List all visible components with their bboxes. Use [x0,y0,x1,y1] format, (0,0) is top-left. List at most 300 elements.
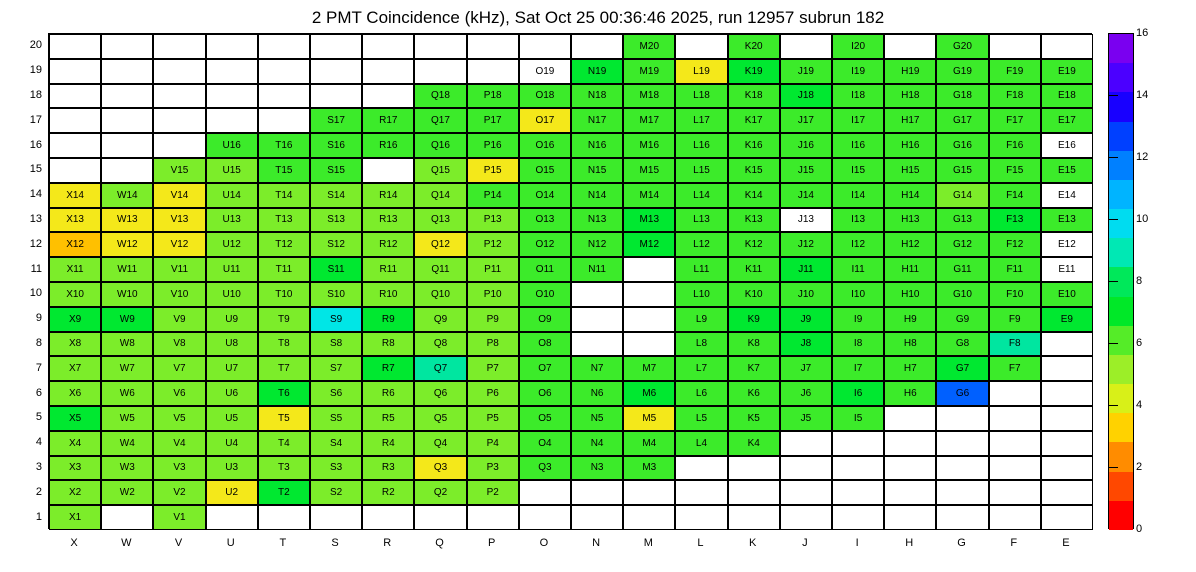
heatmap-cell-N12: N12 [571,232,623,257]
y-axis-label-9: 9 [35,312,42,325]
heatmap-cell-G13: G13 [936,208,988,233]
heatmap-cell-L9: L9 [675,307,727,332]
colorbar-segment-2 [1109,92,1133,122]
heatmap-cell-G20: G20 [936,34,988,59]
colorbar-tick-10: 10 [1136,213,1149,225]
heatmap-cell-V14: V14 [153,183,205,208]
x-axis-label-T: T [279,537,287,549]
heatmap-cell-empty-K3 [728,456,780,481]
heatmap-cell-V9: V9 [153,307,205,332]
heatmap-cell-W10: W10 [101,282,153,307]
x-axis-label-N: N [592,537,601,549]
heatmap-cell-W6: W6 [101,381,153,406]
heatmap-cell-U4: U4 [206,431,258,456]
heatmap-cell-H6: H6 [884,381,936,406]
heatmap-cell-J6: J6 [780,381,832,406]
x-axis-label-E: E [1062,537,1070,549]
x-axis-label-X: X [70,537,78,549]
heatmap-cell-empty-M11 [623,257,675,282]
heatmap-cell-empty-R20 [362,34,414,59]
heatmap-cell-Q14: Q14 [414,183,466,208]
heatmap-cell-empty-F1 [989,505,1041,530]
heatmap-cell-empty-Q19 [414,59,466,84]
heatmap-cell-empty-G5 [936,406,988,431]
heatmap-cell-L19: L19 [675,59,727,84]
heatmap-cell-K9: K9 [728,307,780,332]
heatmap-cell-T16: T16 [258,133,310,158]
colorbar-segment-1 [1109,63,1133,93]
heatmap-cell-empty-R1 [362,505,414,530]
heatmap-cell-empty-R19 [362,59,414,84]
heatmap-cell-M12: M12 [623,232,675,257]
heatmap-cell-Q4: Q4 [414,431,466,456]
colorbar-tick-mark-10 [1108,219,1118,220]
heatmap-cell-R2: R2 [362,480,414,505]
heatmap-cell-T2: T2 [258,480,310,505]
heatmap-cell-J5: J5 [780,406,832,431]
heatmap-cell-empty-J2 [780,480,832,505]
heatmap-cell-Q10: Q10 [414,282,466,307]
heatmap-cell-I19: I19 [832,59,884,84]
heatmap-cell-W11: W11 [101,257,153,282]
colorbar-segment-13 [1109,413,1133,443]
heatmap-cell-F14: F14 [989,183,1041,208]
heatmap-cell-empty-L2 [675,480,727,505]
heatmap-cell-G9: G9 [936,307,988,332]
heatmap-cell-J14: J14 [780,183,832,208]
colorbar-segment-4 [1109,151,1133,181]
heatmap-cell-U12: U12 [206,232,258,257]
heatmap-cell-V5: V5 [153,406,205,431]
heatmap-cell-R14: R14 [362,183,414,208]
heatmap-cell-J12: J12 [780,232,832,257]
heatmap-cell-Q13: Q13 [414,208,466,233]
heatmap-cell-P6: P6 [467,381,519,406]
heatmap-cell-H13: H13 [884,208,936,233]
heatmap-cell-U15: U15 [206,158,258,183]
x-axis-label-M: M [643,537,653,549]
heatmap-cell-empty-V17 [153,108,205,133]
heatmap-cell-F9: F9 [989,307,1041,332]
heatmap-cell-H17: H17 [884,108,936,133]
heatmap-cell-U3: U3 [206,456,258,481]
heatmap-cell-T11: T11 [258,257,310,282]
y-axis-label-3: 3 [35,461,42,473]
heatmap-cell-Q12: Q12 [414,232,466,257]
heatmap-cell-N18: N18 [571,84,623,109]
heatmap-cell-E16: E16 [1041,133,1093,158]
heatmap-cell-V11: V11 [153,257,205,282]
heatmap-cell-E12: E12 [1041,232,1093,257]
y-axis-label-18: 18 [29,89,42,101]
heatmap-cell-I20: I20 [832,34,884,59]
heatmap-cell-W2: W2 [101,480,153,505]
heatmap-cell-U8: U8 [206,332,258,357]
heatmap-cell-J17: J17 [780,108,832,133]
heatmap-cell-W14: W14 [101,183,153,208]
heatmap-cell-R8: R8 [362,332,414,357]
y-axis-label-13: 13 [29,213,42,225]
heatmap-cell-S3: S3 [310,456,362,481]
heatmap-cell-F15: F15 [989,158,1041,183]
heatmap-cell-empty-N9 [571,307,623,332]
heatmap-cell-V1: V1 [153,505,205,530]
heatmap-cell-P3: P3 [467,456,519,481]
heatmap-cell-M13: M13 [623,208,675,233]
colorbar-segment-12 [1109,384,1133,414]
heatmap-cell-V4: V4 [153,431,205,456]
heatmap-cell-Q15: Q15 [414,158,466,183]
heatmap-cell-E15: E15 [1041,158,1093,183]
x-axis-label-J: J [802,537,808,549]
heatmap-cell-G11: G11 [936,257,988,282]
heatmap-cell-O8: O8 [519,332,571,357]
heatmap-cell-K7: K7 [728,356,780,381]
heatmap-cell-P18: P18 [467,84,519,109]
heatmap-cell-empty-L1 [675,505,727,530]
heatmap-cell-J13: J13 [780,208,832,233]
heatmap-cell-E11: E11 [1041,257,1093,282]
heatmap-cell-O17: O17 [519,108,571,133]
heatmap-cell-S15: S15 [310,158,362,183]
heatmap-cell-N4: N4 [571,431,623,456]
heatmap-cell-Q7: Q7 [414,356,466,381]
heatmap-cell-empty-W17 [101,108,153,133]
heatmap-cell-X11: X11 [49,257,101,282]
heatmap-cell-empty-O1 [519,505,571,530]
heatmap-cell-R13: R13 [362,208,414,233]
heatmap-cell-empty-X18 [49,84,101,109]
heatmap-cell-empty-H5 [884,406,936,431]
heatmap-cell-empty-J3 [780,456,832,481]
heatmap-cell-U7: U7 [206,356,258,381]
heatmap-cell-E13: E13 [1041,208,1093,233]
heatmap-cell-T4: T4 [258,431,310,456]
heatmap-cell-empty-N2 [571,480,623,505]
heatmap-cell-X4: X4 [49,431,101,456]
heatmap-cell-W3: W3 [101,456,153,481]
x-axis-label-S: S [331,537,339,549]
heatmap-cell-Q8: Q8 [414,332,466,357]
heatmap-cell-H7: H7 [884,356,936,381]
heatmap-cell-empty-G1 [936,505,988,530]
heatmap-cell-empty-G3 [936,456,988,481]
colorbar-segment-9 [1109,297,1133,327]
heatmap-cell-J8: J8 [780,332,832,357]
heatmap-cell-Q3: Q3 [414,456,466,481]
heatmap-cell-G8: G8 [936,332,988,357]
heatmap-cell-W13: W13 [101,208,153,233]
heatmap-cell-S4: S4 [310,431,362,456]
heatmap-cell-J19: J19 [780,59,832,84]
heatmap-cell-K19: K19 [728,59,780,84]
heatmap-cell-I16: I16 [832,133,884,158]
plot-area [29,33,1092,549]
heatmap-cell-empty-W1 [101,505,153,530]
colorbar-tick-12: 12 [1136,151,1149,163]
heatmap-cell-K6: K6 [728,381,780,406]
heatmap-cell-T8: T8 [258,332,310,357]
heatmap-cell-M15: M15 [623,158,675,183]
heatmap-cell-I15: I15 [832,158,884,183]
heatmap-cell-O9: O9 [519,307,571,332]
heatmap-cell-M19: M19 [623,59,675,84]
heatmap-cell-empty-F3 [989,456,1041,481]
heatmap-cell-empty-I4 [832,431,884,456]
heatmap-cell-M3: M3 [623,456,675,481]
heatmap-cell-empty-M8 [623,332,675,357]
heatmap-cell-empty-L20 [675,34,727,59]
heatmap-cell-H16: H16 [884,133,936,158]
heatmap-cell-empty-H20 [884,34,936,59]
heatmap-cell-L18: L18 [675,84,727,109]
heatmap-cell-empty-V20 [153,34,205,59]
heatmap-cell-M6: M6 [623,381,675,406]
heatmap-cell-E10: E10 [1041,282,1093,307]
heatmap-cell-empty-W19 [101,59,153,84]
heatmap-cell-empty-T20 [258,34,310,59]
colorbar-tick-6: 6 [1136,337,1143,349]
heatmap-cell-empty-L3 [675,456,727,481]
heatmap-cell-K4: K4 [728,431,780,456]
heatmap-cell-M16: M16 [623,133,675,158]
heatmap-cell-empty-K1 [728,505,780,530]
heatmap-cell-O18: O18 [519,84,571,109]
heatmap-cell-empty-O20 [519,34,571,59]
heatmap-cell-empty-X19 [49,59,101,84]
heatmap-cell-N7: N7 [571,356,623,381]
heatmap-cell-L15: L15 [675,158,727,183]
heatmap-cell-empty-U19 [206,59,258,84]
x-axis-label-H: H [905,537,914,549]
heatmap-cell-G19: G19 [936,59,988,84]
heatmap-cell-empty-F4 [989,431,1041,456]
heatmap-cell-F12: F12 [989,232,1041,257]
heatmap-cell-N5: N5 [571,406,623,431]
y-axis-label-17: 17 [29,113,42,126]
heatmap-cell-W4: W4 [101,431,153,456]
heatmap-cell-empty-N8 [571,332,623,357]
page-title: 2 PMT Coincidence (kHz), Sat Oct 25 00:36:46 2025, run 12957 subrun 182 [311,8,885,27]
heatmap-cell-empty-E4 [1041,431,1093,456]
colorbar-segment-5 [1109,180,1133,210]
heatmap-cell-empty-F2 [989,480,1041,505]
y-axis-label-14: 14 [29,188,42,201]
colorbar-segment-3 [1109,122,1133,152]
colorbar-tick-mark-2 [1108,467,1118,468]
heatmap-cell-E19: E19 [1041,59,1093,84]
heatmap-cell-I12: I12 [832,232,884,257]
heatmap-cell-empty-E6 [1041,381,1093,406]
heatmap-cell-empty-N20 [571,34,623,59]
heatmap-cell-I17: I17 [832,108,884,133]
heatmap-cell-F18: F18 [989,84,1041,109]
x-axis-label-P: P [488,537,496,549]
heatmap-cell-O11: O11 [519,257,571,282]
x-axis-label-G: G [957,537,966,549]
heatmap-cell-S10: S10 [310,282,362,307]
heatmap-cell-P16: P16 [467,133,519,158]
heatmap-cell-X1: X1 [49,505,101,530]
heatmap-grid [48,33,1092,529]
heatmap-cell-Q16: Q16 [414,133,466,158]
heatmap-cell-empty-Q20 [414,34,466,59]
heatmap-cell-P7: P7 [467,356,519,381]
heatmap-cell-V7: V7 [153,356,205,381]
heatmap-cell-H10: H10 [884,282,936,307]
heatmap-cell-L4: L4 [675,431,727,456]
heatmap-cell-P5: P5 [467,406,519,431]
heatmap-cell-L10: L10 [675,282,727,307]
heatmap-cell-S9: S9 [310,307,362,332]
heatmap-cell-empty-F5 [989,406,1041,431]
heatmap-cell-O12: O12 [519,232,571,257]
heatmap-cell-S8: S8 [310,332,362,357]
heatmap-cell-K16: K16 [728,133,780,158]
heatmap-cell-L16: L16 [675,133,727,158]
heatmap-cell-I18: I18 [832,84,884,109]
heatmap-cell-K11: K11 [728,257,780,282]
heatmap-cell-O14: O14 [519,183,571,208]
heatmap-cell-K5: K5 [728,406,780,431]
heatmap-cell-R12: R12 [362,232,414,257]
heatmap-cell-G7: G7 [936,356,988,381]
heatmap-cell-S13: S13 [310,208,362,233]
heatmap-cell-L12: L12 [675,232,727,257]
heatmap-cell-X8: X8 [49,332,101,357]
heatmap-cell-empty-U18 [206,84,258,109]
heatmap-cell-P10: P10 [467,282,519,307]
heatmap-cell-K15: K15 [728,158,780,183]
heatmap-cell-empty-S1 [310,505,362,530]
heatmap-cell-empty-J4 [780,431,832,456]
heatmap-cell-F11: F11 [989,257,1041,282]
heatmap-cell-empty-J1 [780,505,832,530]
heatmap-cell-G12: G12 [936,232,988,257]
heatmap-cell-L8: L8 [675,332,727,357]
heatmap-cell-U5: U5 [206,406,258,431]
heatmap-cell-J11: J11 [780,257,832,282]
heatmap-cell-J15: J15 [780,158,832,183]
heatmap-cell-I6: I6 [832,381,884,406]
heatmap-cell-J16: J16 [780,133,832,158]
heatmap-cell-R4: R4 [362,431,414,456]
y-axis-label-10: 10 [29,287,42,300]
heatmap-cell-F19: F19 [989,59,1041,84]
heatmap-cell-I8: I8 [832,332,884,357]
heatmap-cell-O5: O5 [519,406,571,431]
heatmap-cell-W7: W7 [101,356,153,381]
colorbar-tick-0: 0 [1136,523,1143,535]
heatmap-cell-S16: S16 [310,133,362,158]
heatmap-cell-R7: R7 [362,356,414,381]
heatmap-cell-H11: H11 [884,257,936,282]
heatmap-cell-W9: W9 [101,307,153,332]
heatmap-cell-Q17: Q17 [414,108,466,133]
y-axis-label-2: 2 [35,485,42,498]
heatmap-cell-G14: G14 [936,183,988,208]
heatmap-cell-empty-W16 [101,133,153,158]
heatmap-cell-S11: S11 [310,257,362,282]
heatmap-cell-empty-G2 [936,480,988,505]
heatmap-cell-K10: K10 [728,282,780,307]
heatmap-cell-G18: G18 [936,84,988,109]
heatmap-cell-empty-T17 [258,108,310,133]
heatmap-cell-I11: I11 [832,257,884,282]
heatmap-cell-empty-T19 [258,59,310,84]
heatmap-cell-empty-H2 [884,480,936,505]
heatmap-cell-K18: K18 [728,84,780,109]
heatmap-cell-R11: R11 [362,257,414,282]
heatmap-cell-X7: X7 [49,356,101,381]
heatmap-cell-empty-U17 [206,108,258,133]
heatmap-cell-T14: T14 [258,183,310,208]
heatmap-cell-V2: V2 [153,480,205,505]
heatmap-cell-P12: P12 [467,232,519,257]
heatmap-cell-V3: V3 [153,456,205,481]
heatmap-cell-X2: X2 [49,480,101,505]
heatmap-cell-S5: S5 [310,406,362,431]
heatmap-cell-N3: N3 [571,456,623,481]
heatmap-cell-W8: W8 [101,332,153,357]
heatmap-cell-empty-O2 [519,480,571,505]
heatmap-cell-F10: F10 [989,282,1041,307]
heatmap-cell-N6: N6 [571,381,623,406]
heatmap-cell-M18: M18 [623,84,675,109]
heatmap-cell-N15: N15 [571,158,623,183]
heatmap-cell-S7: S7 [310,356,362,381]
heatmap-cell-T3: T3 [258,456,310,481]
heatmap-cell-O19: O19 [519,59,571,84]
heatmap-cell-empty-E3 [1041,456,1093,481]
heatmap-cell-L14: L14 [675,183,727,208]
heatmap-cell-U10: U10 [206,282,258,307]
heatmap-cell-empty-Q1 [414,505,466,530]
heatmap-cell-empty-H1 [884,505,936,530]
heatmap-cell-P15: P15 [467,158,519,183]
heatmap-cell-T7: T7 [258,356,310,381]
heatmap-cell-P13: P13 [467,208,519,233]
heatmap-cell-empty-N10 [571,282,623,307]
heatmap-cell-empty-R15 [362,158,414,183]
heatmap-cell-R6: R6 [362,381,414,406]
heatmap-cell-empty-G4 [936,431,988,456]
heatmap-cell-J18: J18 [780,84,832,109]
heatmap-cell-empty-X15 [49,158,101,183]
heatmap-cell-T13: T13 [258,208,310,233]
heatmap-cell-empty-S18 [310,84,362,109]
heatmap-cell-empty-V19 [153,59,205,84]
heatmap-cell-I14: I14 [832,183,884,208]
heatmap-cell-N16: N16 [571,133,623,158]
y-axis-label-1: 1 [35,510,42,523]
heatmap-cell-K17: K17 [728,108,780,133]
heatmap-cell-G15: G15 [936,158,988,183]
heatmap-cell-U14: U14 [206,183,258,208]
x-axis-label-L: L [697,537,704,549]
heatmap-cell-empty-T1 [258,505,310,530]
heatmap-cell-O13: O13 [519,208,571,233]
heatmap-cell-empty-E20 [1041,34,1093,59]
heatmap-cell-O4: O4 [519,431,571,456]
heatmap-cell-Q9: Q9 [414,307,466,332]
y-axis-label-15: 15 [29,163,42,176]
heatmap-cell-Q3: Q3 [519,456,571,481]
heatmap-cell-H8: H8 [884,332,936,357]
heatmap-cell-M14: M14 [623,183,675,208]
heatmap-cell-F13: F13 [989,208,1041,233]
colorbar-tick-mark-6 [1108,343,1118,344]
